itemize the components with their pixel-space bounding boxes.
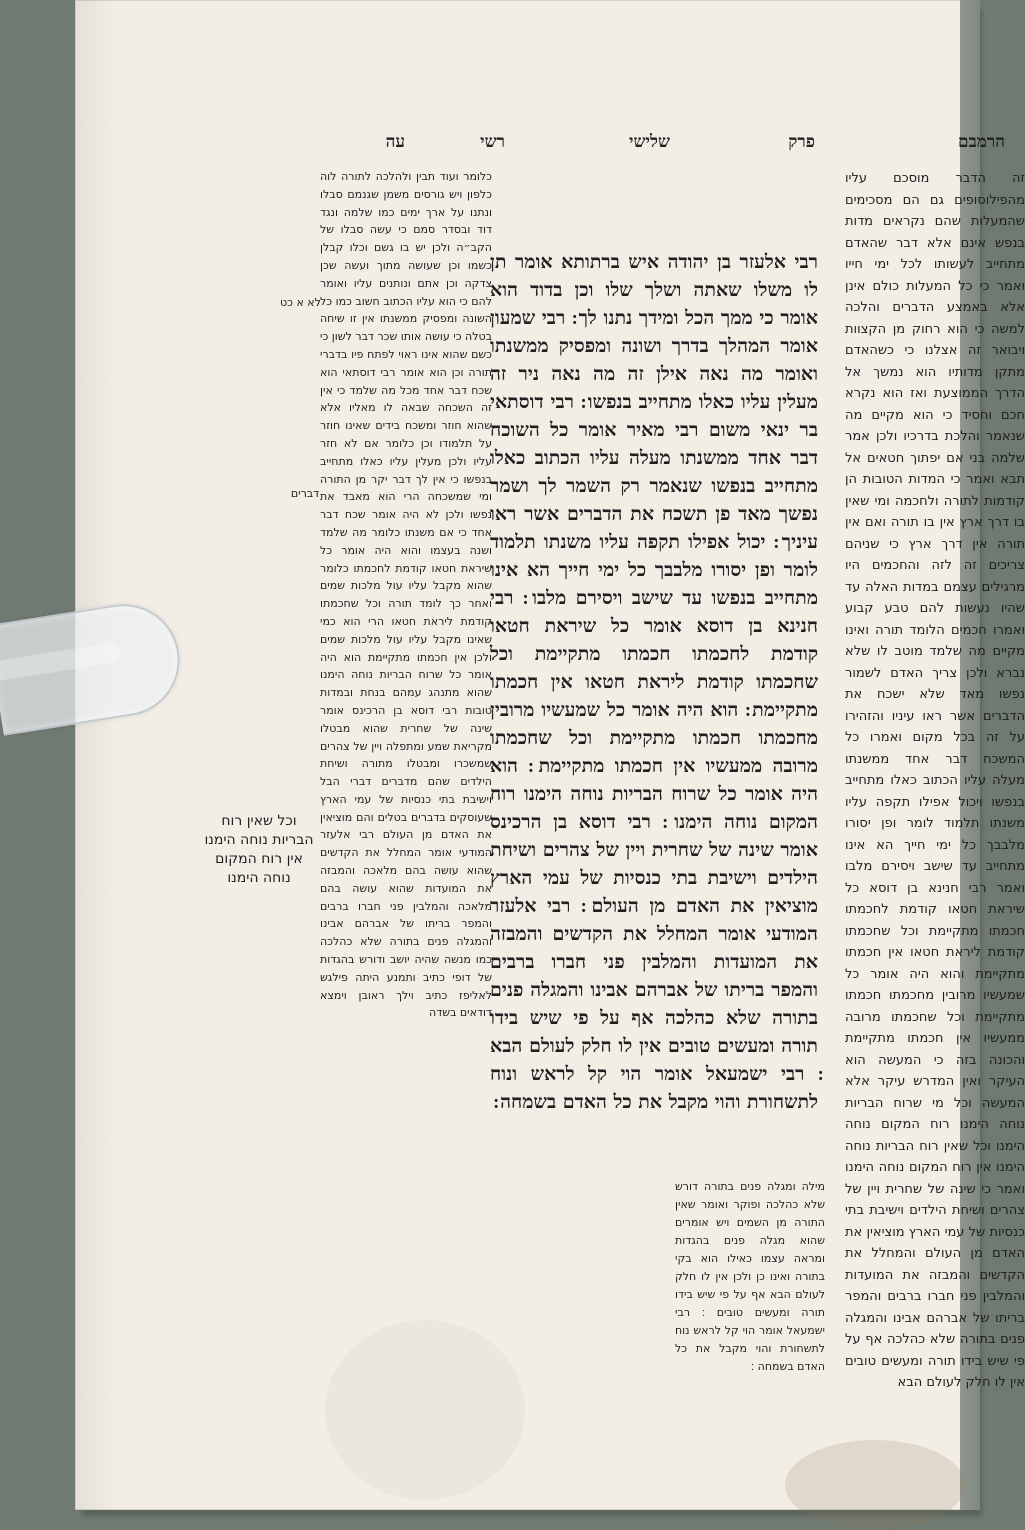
header-center-title: שלישי [629,132,670,152]
paper-stain [785,1440,965,1530]
rashi-commentary-column: כלומר ועוד תבין ולהלכה לתורה לוה כלפון ויש גורסים משמן שגנמם סבלו ונתנו על ארך ימים כמו שלמה ונגד דוד ובסדר סמם כי עשה סבלו של הקב״ה ולכן יש בו גשם וכלו קבלן כשמו וכן שעושה מתוך ועשה שכן צדקה וכן אתם ונותנים עליו ואומר להם כי הוא עליו הכתוב חשוב כמו כל השונה ומפסיק ממשנתו אין זו שיחה בטלה כי עושה אותו שכר דבר לשון כי כשם שהוא אינו ראוי לפתח פיו בדברי תורה וכן הוא אומר רבי דוסתאי הוא שכח דבר אחד מכל מה שלמד כי אין זה השכחה שבאה לו מאליו אלא שהוא חוזר ומשכח בידים שאינו חוזר על תלמודו וכן כלומר אם לא חזר עליו ולכן מעלין עליו כאלו מתחייב בנפשו כי אין לך דבר יקר מן התורה ומי שמשכחה הרי הוא מאבד את נפשו ולכן לא היה אומר שכח דבר אחד כי אם משנתו כלומר מה שלמד ושנה בעצמו והוא היה אומר כל שיראת חטאו קודמת לחכמתו כלומר שהוא מקבל עליו עול מלכות שמים ואחר כך לומד תורה וכל שחכמתו קודמת ליראת חטאו הרי הוא כמי שאינו מקבל עליו עול מלכות שמים ולכן אין חכמתו מתקיימת הוא היה אומר כל שרוח הבריות נוחה הימנו שהוא מתנהג עמהם בנחת ובמדות טובות רבי דוסא בן הרכינס אומר שינה של שחרית שהוא מבטלו מקריאת שמע ומתפלה ויין של צהרים שמשכרו ומבטלו מתורה ושיחת הילדים שהם מדברים דברי הבל וישיבת בתי כנסיות של עמי הארץ שעוסקים בדברים בטלים והם מוציאין את האדם מן העולם רבי אלעזר המודעי אומר המחלל את הקדשים שהוא עושה בהם מלאכה והמבזה את המועדות שהוא עושה בהם מלאכה והמלבין פני חברו ברבים והמפר בריתו של אברהם אבינו והמגלה פנים בתורה שלא כהלכה כמו מנשה שהיה יושב ודורש בהגדות של דופי כתיב ותמנע היתה פילגש לאליפז כתיב וילך ראובן וימצא דודאים בשדה [320,170,492,1020]
main-text-column: רבי אלעזר בן יהודה איש ברתותא אומר תן לו משלו שאתה ושלך שלו וכן בדוד הוא אומר כי ממך הכל ומידך נתנו לך ׃ רבי שמעון אומר המהלך בדרך ושונה ומפסיק ממשנתו ואומר מה נאה אילן זה מה נאה ניר זה מעלין עליו כאלו מתחייב בנפשו ׃ רבי דוסתאי בר ינאי משום רבי מאיר אומר כל השוכח דבר אחד ממשנתו מעלה עליו הכתוב כאלו מתחייב בנפשו שנאמר רק השמר לך ושמר נפשך מאד פן תשכח את הדברים אשר ראו עיניך ׃ יכול אפילו תקפה עליו משנתו תלמוד לומר ופן יסורו מלבבך כל ימי חייך הא אינו מתחייב בנפשו עד שישב ויסירם מלבו ׃ רבי חנינא בן דוסא אומר כל שיראת חטאו קודמת לחכמתו חכמתו מתקיימת וכל שחכמתו קודמת ליראת חטאו אין חכמתו מתקיימת ׃ הוא היה אומר כל שמעשיו מרובין מחכמתו חכמתו מתקיימת וכל שחכמתו מרובה ממעשיו אין חכמתו מתקיימת ׃ הוא היה אומר כל שרוח הבריות נוחה הימנו רוח המקום נוחה הימנו ׃ רבי דוסא בן הרכינס אומר שינה של שחרית ויין של צהרים ושיחת הילדים וישיבת בתי כנסיות של עמי הארץ מוציאין את האדם מן העולם ׃ רבי אלעזר המודעי אומר המחלל את הקדשים והמבזה את המועדות והמלבין פני חברו ברבים והמפר בריתו של אברהם אבינו והמגלה פנים בתורה שלא כהלכה אף על פי שיש בידו תורה ומעשים טובים אין לו חלק לעולם הבא ׃ רבי ישמעאל אומר הוי קל לראש ונוח לתשחורת והוי מקבל את כל האדם בשמחה ׃ [490,251,818,1113]
header-left-title: הרמבם [957,132,1005,152]
page-number: עה [385,132,405,152]
left-commentary-column: זה הדבר מוסכם עליו מהפילוסופים גם הם מסכימים שהמעלות שהם נקראים מדות בנפש אינם אלא דבר שהאדם מתחייב לעשותו לכל ימי חייו ואמר כי כל המעלות כולם אינן אלא באמצע הדברים והלכה למשה כי הוא רחוק מן הקצוות ויבואר זה אצלנו כי כשהאדם מתקן מדותיו הוא נמשך אל הדרך הממוצעת ואז הוא נקרא חכם וחסיד כי הוא מקיים מה שנאמר והלכת בדרכיו ולכן אמר שלמה בני אם יפתוך חטאים אל תבא ואמר כי המדות הטובות הן קודמות לתורה ולחכמה ומי שאין בו דרך ארץ אין בו תורה ואם אין תורה אין דרך ארץ כי שניהם צריכים זה לזה והחכמים היו מרגילים עצמם במדות האלה עד שהיו נעשות להם טבע קבוע ואמרו חכמים הלומד תורה ואינו מקיים מה שלמד מוטב לו שלא נברא ולכן צריך האדם לשמור נפשו מאד שלא ישכח את הדברים אשר ראו עיניו והזהירו על זה בכל מקום ואמרו כל המשכח דבר אחד ממשנתו מעלה עליו הכתוב כאלו מתחייב בנפשו ויכול אפילו תקפה עליו משנתו תלמוד לומר ופן יסורו מלבבך כל ימי חייך הא אינו מתחייב עד שישב ויסירם מלבו ואמר רבי חנינא בן דוסא כל שיראת חטאו קודמת לחכמתו חכמתו מתקיימת וכל שחכמתו קודמת ליראת חטאו אין חכמתו מתקיימת והוא היה אומר כל שמעשיו מרובין מחכמתו חכמתו מתקיימת וכל שחכמתו מרובה ממעשיו אין חכמתו מתקיימת והכונה בזה כי המעשה הוא העיקר ואין המדרש עיקר אלא המעשה וכל מי שרוח הבריות נוחה הימנו רוח המקום נוחה הימנו וכל שאין רוח הבריות נוחה הימנו אין רוח המקום נוחה הימנו ואמר כי שינה של שחרית ויין של צהרים ושיחת הילדים וישיבת בתי כנסיות של עמי הארץ מוציאין את האדם מן העולם והמחלל את הקדשים והמבזה את המועדות והמלבין פני חברו ברבים והמפר בריתו של אברהם אבינו והמגלה פנים בתורה שלא כהלכה אף על פי שיש בידו תורה ומעשים טובים אין לו חלק לעולם הבא [845,171,1025,1390]
page-header [305,132,1005,166]
bottom-commentary-block: מילה ומגלה פנים בתורה דורש שלא כהלכה ופוקר ואומר שאין התורה מן השמים ויש אומרים שהוא מגלה פנים בהגדות ומראה עצמו כאילו הוא בקי בתורה ואינו כן ולכן אין לו חלק לעולם הבא אף על פי שיש בידו תורה ומעשים טובים ׃ רבי ישמעאל אומר הוי קל לראש נוח לתשחורת והוי מקבל את כל האדם בשמחה ׃ [675,1180,825,1373]
margin-gloss-top: לא א כט [280,296,321,309]
margin-gloss-mid: דברים [290,487,320,500]
paper-stain-soft [325,1320,525,1500]
header-rashi-label: רשי [480,132,505,152]
header-center-word: פרק [788,132,815,152]
side-note: וכל שאין רוח הבריות נוחה הימנו אין רוח המקום נוחה הימנו [204,813,314,886]
document-page [75,0,1025,1510]
